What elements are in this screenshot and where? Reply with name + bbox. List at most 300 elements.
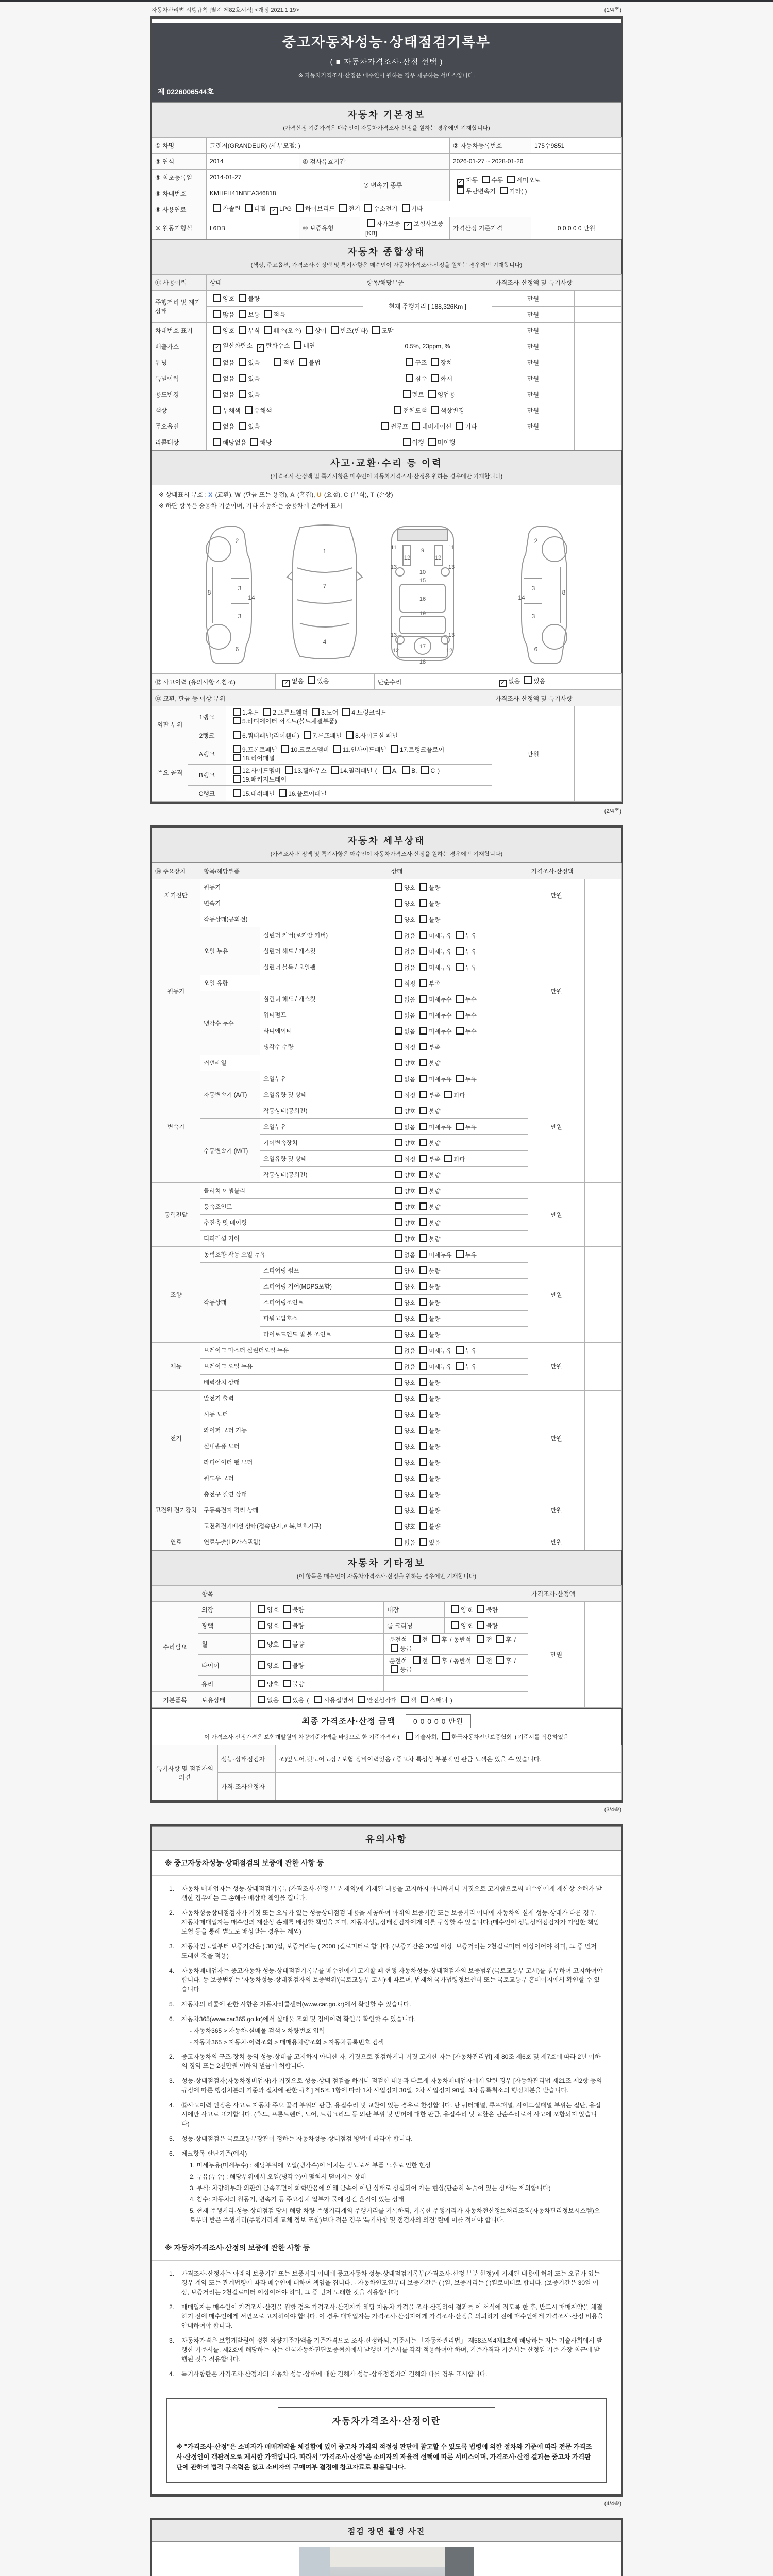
checkbox[interactable] (213, 390, 221, 398)
checkbox[interactable] (333, 745, 341, 753)
checkbox[interactable] (428, 390, 436, 398)
checkbox[interactable] (419, 1171, 427, 1178)
checkbox[interactable] (283, 1621, 291, 1629)
checkbox-label: 후 (441, 1636, 447, 1643)
state-symbol: A (290, 491, 295, 498)
sub-group-label: 냉각수 누수 (200, 991, 260, 1055)
checkbox[interactable] (395, 1091, 402, 1098)
checkbox[interactable] (308, 676, 315, 684)
device-group-label: 제동 (152, 1343, 200, 1391)
checkbox-label: 미세누수 (429, 1012, 452, 1019)
item-label: 구동축전지 격리 상태 (200, 1502, 388, 1518)
checkbox[interactable] (419, 963, 427, 971)
notice-text: 자동차365(www.car365.go.kr)에서 실매물 조회 및 정비이력 확인을 확인할 수 있습니다. (181, 2015, 416, 2023)
checkbox-label: 있음 (533, 677, 546, 685)
checkbox[interactable] (213, 294, 221, 302)
checkbox[interactable] (213, 310, 221, 318)
checkbox-label: 불량 (429, 1380, 441, 1386)
checkbox[interactable] (421, 1696, 428, 1703)
checkbox[interactable] (419, 1218, 427, 1226)
checkbox[interactable] (402, 766, 410, 774)
checkbox[interactable] (456, 1250, 464, 1258)
checkbox[interactable] (412, 422, 420, 430)
checkbox[interactable] (312, 708, 320, 716)
checkbox[interactable] (394, 406, 401, 414)
checkbox[interactable] (406, 358, 413, 366)
checkbox[interactable] (395, 1043, 402, 1050)
checkbox[interactable] (419, 1011, 427, 1019)
table-row (152, 1773, 622, 1800)
notice-text: 성능·상태점검은 국토교통부장관이 정하는 자동차성능·상태점검 방법에 따라야 합니다. (181, 2135, 413, 2142)
checkbox[interactable] (395, 1123, 402, 1130)
state-checks (207, 370, 363, 386)
checkbox[interactable] (339, 204, 347, 212)
checkbox[interactable] (383, 766, 391, 774)
checkbox[interactable] (419, 1538, 427, 1546)
checkbox[interactable] (496, 1635, 504, 1643)
checkbox[interactable] (233, 717, 241, 724)
item-label: 디퍼렌셜 기어 (200, 1231, 388, 1247)
table-row (152, 1745, 622, 1773)
checkbox[interactable] (401, 1696, 409, 1703)
checkbox[interactable] (233, 754, 241, 761)
checkbox[interactable] (395, 1234, 402, 1242)
checkbox-label: 썬루프 (390, 422, 409, 430)
checkbox[interactable] (213, 422, 221, 430)
usage-item-label: 색상 (152, 402, 207, 418)
state-checks (388, 1071, 528, 1087)
checkbox-label: 사용설명서 (324, 1696, 354, 1704)
checkbox[interactable] (213, 358, 221, 366)
checkbox[interactable] (428, 438, 436, 446)
checkbox[interactable] (419, 1506, 427, 1514)
checkbox[interactable] (477, 1605, 484, 1613)
checkbox-label: 불량 (429, 1300, 441, 1307)
checkbox[interactable] (213, 326, 221, 334)
checkbox[interactable] (419, 1266, 427, 1274)
checkbox[interactable] (456, 947, 464, 955)
checkbox[interactable] (419, 1155, 427, 1162)
checkbox[interactable] (395, 1282, 402, 1290)
checkbox[interactable] (283, 1661, 291, 1669)
table-row (152, 879, 622, 895)
checkbox[interactable] (419, 1234, 427, 1242)
checkbox[interactable] (213, 374, 221, 382)
checkbox[interactable] (294, 341, 301, 349)
notice-item (169, 2076, 604, 2095)
checkbox[interactable] (395, 1027, 402, 1035)
checkbox[interactable] (395, 1011, 402, 1019)
checkbox[interactable] (395, 1202, 402, 1210)
checkbox[interactable] (258, 1621, 265, 1629)
checkbox[interactable] (395, 1139, 402, 1146)
state-checks (207, 434, 363, 450)
checkbox[interactable] (358, 1696, 365, 1703)
checkbox[interactable] (239, 390, 246, 398)
checkbox[interactable] (263, 708, 271, 716)
checkbox[interactable] (395, 1458, 402, 1466)
checkbox[interactable] (431, 374, 439, 382)
checkbox[interactable] (364, 204, 372, 212)
service-note: ※ 자동차가격조사·산정은 매수인이 원하는 경우 제공하는 서비스입니다. (298, 73, 475, 79)
checkbox[interactable]: ✓ (404, 222, 412, 230)
checkbox[interactable] (395, 1266, 402, 1274)
item-label: 실린더 커버(로커암 커버) (260, 927, 388, 943)
checkbox[interactable] (419, 915, 427, 923)
checkbox-label: 불량 (429, 1460, 441, 1466)
checkbox[interactable] (419, 1378, 427, 1386)
checkbox[interactable]: ✓ (213, 344, 221, 352)
checkbox[interactable] (419, 883, 427, 891)
checkbox[interactable] (250, 438, 258, 446)
checkbox[interactable] (395, 899, 402, 907)
checkbox-label: 양호 (404, 1444, 416, 1450)
checkbox-label: 미세누유 (429, 964, 452, 971)
checkbox[interactable] (456, 1362, 464, 1370)
checkbox[interactable] (419, 1059, 427, 1066)
checkbox[interactable] (258, 1605, 265, 1613)
checkbox[interactable] (264, 310, 272, 318)
checkbox[interactable] (500, 187, 508, 194)
checkbox[interactable] (419, 1107, 427, 1114)
column-header (152, 1586, 198, 1602)
checkbox[interactable]: ✓ (499, 680, 507, 687)
etc-checks (445, 1602, 528, 1618)
price-survey-cell: 만원 (492, 291, 575, 307)
checkbox[interactable] (233, 766, 241, 774)
checkbox-label: 기타 (465, 422, 477, 430)
checkbox[interactable] (283, 1640, 291, 1648)
checkbox[interactable] (239, 294, 246, 302)
checkbox[interactable] (304, 731, 311, 739)
checkbox[interactable] (395, 1314, 402, 1322)
checkbox[interactable] (419, 1202, 427, 1210)
etc-group-label: 수리필요 (152, 1602, 198, 1692)
checkbox[interactable] (419, 1314, 427, 1322)
checkbox[interactable] (456, 1027, 464, 1035)
checkbox[interactable] (403, 438, 411, 446)
checkbox-label: 하이브리드 (305, 205, 335, 212)
notice-item (169, 1966, 604, 1994)
checkbox[interactable]: ✓ (270, 207, 278, 215)
checkbox[interactable] (239, 358, 246, 366)
checkbox[interactable] (413, 1635, 421, 1643)
checkbox[interactable] (419, 1250, 427, 1258)
checkbox-label: 양호 (404, 1332, 416, 1338)
checkbox[interactable] (432, 1656, 440, 1664)
item-label: 라디에이터 (260, 1023, 388, 1039)
checkbox[interactable] (395, 1298, 402, 1306)
checkbox[interactable] (456, 1123, 464, 1130)
checkbox[interactable] (395, 1187, 402, 1194)
checkbox[interactable] (283, 1680, 291, 1687)
checkbox[interactable] (395, 1075, 402, 1082)
checkbox[interactable] (213, 406, 221, 414)
checkbox[interactable] (395, 947, 402, 955)
checkbox[interactable] (395, 1378, 402, 1386)
checkbox-label: 불량 (429, 1060, 441, 1067)
notice-number: 3. (169, 1943, 175, 1950)
rank-items (226, 743, 492, 765)
checkbox[interactable] (233, 789, 241, 797)
checkbox[interactable] (395, 1522, 402, 1530)
checkbox-label: 없음 (404, 1539, 416, 1546)
inline-text: / 동반석 (449, 1636, 472, 1643)
checkbox-label: 과다 (453, 1092, 465, 1099)
checkbox[interactable] (496, 1656, 504, 1664)
checkbox[interactable] (296, 204, 304, 212)
checkbox[interactable] (395, 1474, 402, 1482)
checkbox[interactable] (482, 176, 490, 183)
checkbox[interactable] (451, 1621, 459, 1629)
checkbox[interactable] (456, 931, 464, 939)
checkbox-label: 기타 (411, 205, 423, 212)
checkbox[interactable] (406, 1732, 413, 1740)
checkbox[interactable] (419, 1346, 427, 1354)
checkbox[interactable] (395, 1059, 402, 1066)
checkbox[interactable] (283, 1696, 291, 1703)
checkbox-label: 수동 (491, 176, 503, 184)
checkbox[interactable] (395, 1171, 402, 1178)
checkbox-label: 누유 (465, 933, 477, 939)
price-survey-cell: 만원 (528, 1071, 585, 1183)
checkbox[interactable] (442, 1732, 450, 1740)
checkbox[interactable] (233, 745, 241, 753)
checkbox[interactable] (395, 963, 402, 971)
checkbox[interactable] (245, 406, 253, 414)
checkbox[interactable] (419, 995, 427, 1003)
etc-checks (251, 1618, 384, 1634)
checkbox[interactable] (419, 979, 427, 987)
checkbox[interactable] (381, 422, 389, 430)
checkbox[interactable] (245, 204, 253, 212)
checkbox[interactable]: ✓ (257, 344, 264, 352)
device-group-label: 연료 (152, 1534, 200, 1550)
checkbox[interactable] (432, 1635, 440, 1643)
checkbox[interactable] (419, 1410, 427, 1418)
special-note-cell (585, 879, 622, 911)
checkbox[interactable] (419, 1075, 427, 1082)
state-checks (388, 1103, 528, 1119)
checkbox[interactable] (213, 204, 221, 212)
field-label: ③ 연식 (152, 154, 207, 170)
checkbox[interactable] (456, 995, 464, 1003)
price-survey-cell: 만원 (492, 323, 575, 338)
checkbox[interactable] (395, 1362, 402, 1370)
checkbox[interactable] (456, 1346, 464, 1354)
checkbox[interactable] (213, 438, 221, 446)
checkbox[interactable] (419, 931, 427, 939)
checkbox[interactable] (507, 176, 515, 183)
checkbox[interactable] (395, 1330, 402, 1338)
checkbox[interactable] (331, 766, 339, 774)
checkbox[interactable] (279, 789, 287, 797)
checkbox[interactable] (419, 1282, 427, 1290)
checkbox[interactable] (419, 1442, 427, 1450)
car-diagram-svg (165, 522, 608, 665)
checkbox[interactable] (419, 1522, 427, 1530)
table-header-row (152, 275, 622, 291)
checkbox[interactable] (419, 1027, 427, 1035)
checkbox[interactable] (391, 745, 398, 753)
checkbox[interactable] (456, 963, 464, 971)
checkbox[interactable] (419, 1490, 427, 1498)
final-price-note (152, 1732, 621, 1741)
checkbox-label: 후 (506, 1657, 512, 1665)
checkbox[interactable] (391, 1665, 398, 1673)
checkbox[interactable] (395, 995, 402, 1003)
checkbox[interactable] (331, 326, 339, 334)
checkbox[interactable] (456, 422, 463, 430)
checkbox[interactable] (395, 1410, 402, 1418)
checkbox[interactable] (419, 1426, 427, 1434)
checkbox[interactable] (395, 931, 402, 939)
checkbox[interactable] (419, 947, 427, 955)
checkbox[interactable] (233, 775, 241, 783)
checkbox[interactable] (419, 1298, 427, 1306)
inspection-document (150, 2, 623, 2576)
checkbox[interactable] (444, 1155, 452, 1162)
checkbox[interactable] (395, 915, 402, 923)
checkbox[interactable] (419, 1091, 427, 1098)
checkbox-label: 양호 (404, 1284, 416, 1291)
checkbox[interactable] (395, 883, 402, 891)
table-row (152, 418, 622, 434)
checkbox[interactable] (239, 326, 246, 334)
checkbox-label: 미세누유 (429, 1364, 452, 1370)
checkbox[interactable] (395, 1394, 402, 1402)
checkbox[interactable] (419, 1123, 427, 1130)
state-checks (388, 1534, 528, 1550)
opinion-text: 조)앞도어,뒷도어도장 / 보험 정비이력있음 / 중고차 특성상 부분적인 판금 도색은 있을 수 있습니다. (276, 1745, 622, 1773)
checkbox[interactable] (342, 708, 350, 716)
checkbox[interactable] (281, 745, 289, 753)
checkbox[interactable] (395, 1107, 402, 1114)
checkbox[interactable] (456, 1011, 464, 1019)
checkbox[interactable] (395, 1490, 402, 1498)
price-column-label: 가격조사·산정액 및 특기사항 (492, 690, 622, 706)
checkbox[interactable] (233, 731, 241, 739)
checkbox[interactable] (419, 1330, 427, 1338)
state-checks (388, 1486, 528, 1502)
checkbox[interactable] (419, 1394, 427, 1402)
checkbox[interactable] (258, 1661, 265, 1669)
notice-subitem: 1. 미세누유(미세누수) : 해당부위에 오일(냉각수)이 비치는 정도로서 부품 노후로 인한 현상 (190, 2162, 431, 2169)
checkbox[interactable] (395, 1506, 402, 1514)
checkbox[interactable] (403, 390, 411, 398)
checkbox-label: 양호 (461, 1622, 473, 1630)
checkbox[interactable] (258, 1640, 265, 1648)
checkbox[interactable] (264, 326, 272, 334)
checkbox[interactable] (419, 1362, 427, 1370)
checkbox[interactable] (395, 1218, 402, 1226)
checkbox[interactable] (456, 1075, 464, 1082)
checkbox[interactable] (421, 766, 429, 774)
item-label: 실린더 헤드 / 개스킷 (260, 991, 388, 1007)
checkbox[interactable] (419, 1474, 427, 1482)
price-survey-cell: 만원 (492, 706, 575, 802)
checkbox[interactable] (395, 1346, 402, 1354)
part-cell (363, 418, 492, 434)
checkbox[interactable] (431, 406, 439, 414)
checkbox[interactable] (233, 708, 241, 716)
section-basic-info (152, 102, 621, 137)
checkbox[interactable] (372, 326, 380, 334)
column-header: 가격조사·산정액 (528, 1586, 622, 1602)
front-photo-illustration (299, 2547, 474, 2576)
document-subtitle: ( ■ 자동차가격조사·산정 선택 ) (330, 58, 443, 66)
svg-text:14: 14 (518, 594, 525, 601)
checkbox[interactable] (395, 1442, 402, 1450)
usage-item-label: 특별이력 (152, 370, 207, 386)
checkbox[interactable] (395, 1426, 402, 1434)
checkbox[interactable] (419, 1187, 427, 1194)
checkbox[interactable] (477, 1635, 484, 1643)
checkbox[interactable] (285, 766, 293, 774)
notice-text: 자동차 매매업자는 성능·상태점검기록부(가격조사·산정 부분 제외)에 기재된 내용을 고지하지 아니하거나 거짓으로 고지함으로써 매수인에게 재산상 손해가 발생한 경우에는 그 손해를 배상할 책임을 집니다. (181, 1885, 602, 1902)
checkbox[interactable] (346, 731, 354, 739)
checkbox[interactable] (524, 676, 532, 684)
card-vehicle-overview (150, 16, 623, 804)
checkbox[interactable] (477, 1621, 484, 1629)
checkbox[interactable] (367, 219, 375, 227)
checkbox[interactable] (413, 1656, 421, 1664)
item-label: 오일유량 및 상태 (260, 1151, 388, 1167)
checkbox[interactable] (258, 1696, 265, 1703)
document-number: 제 0226006544호 (158, 88, 214, 96)
item-label: 스티어링 기어(MDPS포함) (260, 1279, 388, 1295)
checkbox[interactable] (457, 187, 464, 194)
price-survey-cell: 만원 (492, 386, 575, 402)
svg-text:10: 10 (419, 569, 426, 575)
checkbox[interactable] (274, 358, 281, 366)
checkbox[interactable] (406, 374, 413, 382)
checkbox[interactable] (391, 1644, 398, 1652)
checkbox[interactable] (402, 204, 410, 212)
checkbox[interactable] (299, 358, 307, 366)
checkbox[interactable] (258, 1680, 265, 1687)
special-note-cell (575, 434, 622, 450)
checkbox-label: 안전삼각대 (367, 1696, 397, 1704)
checkbox[interactable] (239, 374, 246, 382)
checkbox[interactable] (314, 1696, 322, 1703)
checkbox[interactable] (306, 326, 313, 334)
checkbox[interactable] (419, 1458, 427, 1466)
checkbox-label: 불량 (292, 1640, 305, 1648)
checkbox[interactable] (419, 1139, 427, 1146)
checkbox[interactable] (239, 422, 246, 430)
checkbox[interactable] (477, 1656, 484, 1664)
checkbox[interactable]: ✓ (457, 179, 464, 187)
checkbox[interactable] (395, 1250, 402, 1258)
checkbox[interactable] (431, 358, 439, 366)
checkbox[interactable] (395, 1155, 402, 1162)
checkbox[interactable] (395, 979, 402, 987)
checkbox-label: 부족 (429, 1044, 441, 1051)
checkbox-label: 가솔린 (223, 205, 241, 212)
checkbox[interactable] (451, 1605, 459, 1613)
checkbox[interactable] (283, 1605, 291, 1613)
checkbox[interactable] (444, 1091, 452, 1098)
checkbox[interactable] (395, 1538, 402, 1546)
state-checks (388, 1023, 528, 1039)
checkbox[interactable] (239, 310, 246, 318)
checkbox-label: 양호 (267, 1662, 279, 1669)
checkbox[interactable] (419, 1043, 427, 1050)
item-label: 실내송풍 모터 (200, 1438, 388, 1454)
checkbox[interactable] (419, 899, 427, 907)
checkbox[interactable]: ✓ (282, 680, 290, 687)
